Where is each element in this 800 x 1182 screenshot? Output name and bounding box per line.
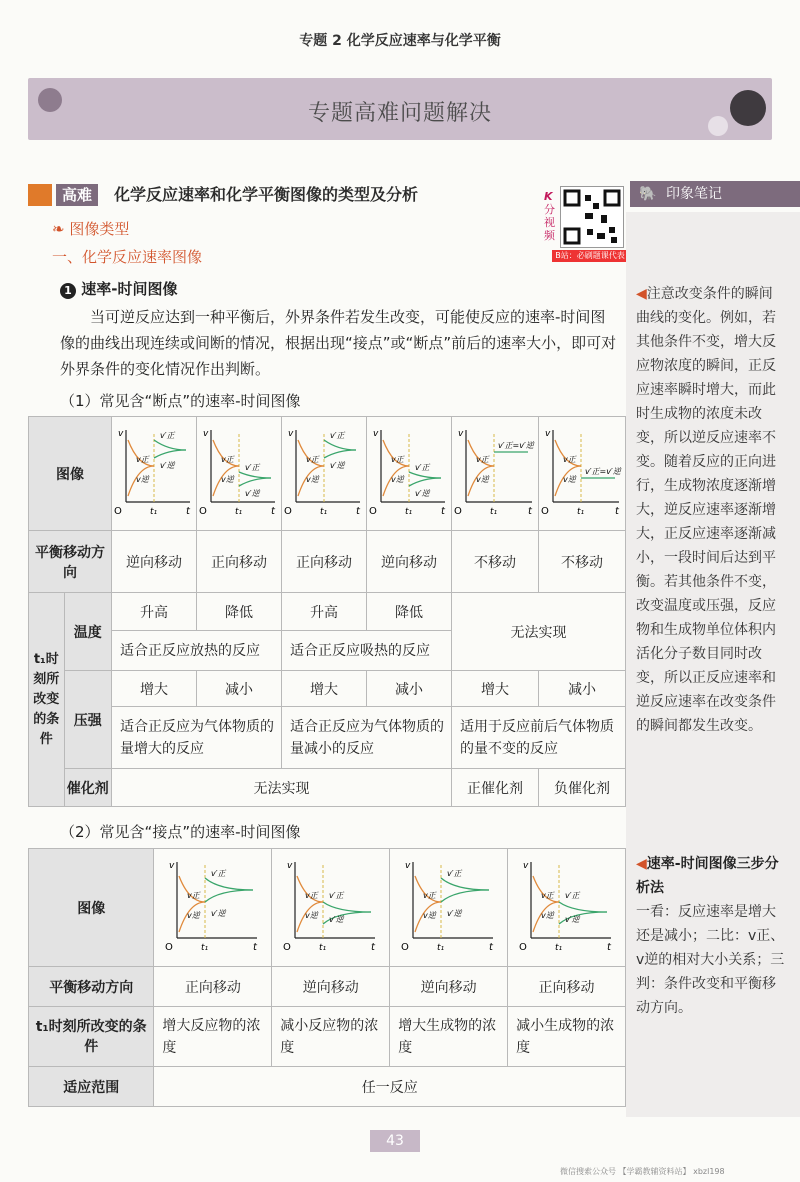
footer-text: 微信搜索公众号 【学霸教辅资料站】 xbzl198 bbox=[560, 1167, 725, 1176]
axis-label-t1: t₁ bbox=[576, 506, 585, 517]
rate-time-graph bbox=[517, 854, 617, 958]
video-side-text: 分视频 bbox=[544, 203, 555, 242]
triangle-icon: ◀ bbox=[636, 856, 647, 872]
pres-note-cell: 适合正反应为气体物质的量增大的反应 bbox=[111, 707, 281, 769]
graph-label-vn: v逆 bbox=[475, 474, 489, 484]
axis-label-origin: O bbox=[198, 505, 207, 517]
axis-label-origin: O bbox=[400, 941, 409, 953]
graph-cell bbox=[154, 849, 272, 967]
graph-label-vz: v正 bbox=[540, 890, 554, 900]
section-title: 化学反应速率和化学平衡图像的类型及分析 bbox=[114, 185, 419, 204]
graph-label-vz: v正 bbox=[422, 890, 436, 900]
axis-label-t1: t₁ bbox=[319, 506, 328, 517]
new-rate-curve-b bbox=[154, 450, 186, 458]
axis-label-v: v bbox=[168, 860, 175, 871]
rate-time-graph bbox=[112, 422, 196, 522]
axis-label-t1: t₁ bbox=[554, 942, 562, 953]
number-badge: 1 bbox=[60, 283, 76, 299]
graph-label-vz: v正 bbox=[135, 454, 149, 464]
graph-label-vn: v逆 bbox=[422, 910, 436, 920]
pres-note-cell: 适合正反应为气体物质的量减小的反应 bbox=[281, 707, 451, 769]
banner-title: 专题高难问题解决 bbox=[307, 101, 492, 126]
temp-note-cell: 适合正反应吸热的反应 bbox=[281, 631, 451, 671]
chapter-header: 专题 2 化学反应速率与化学平衡 bbox=[299, 33, 501, 49]
condition-label: t₁时刻所改变的条件 bbox=[29, 593, 65, 807]
breakpoint-table bbox=[28, 416, 626, 807]
axis-label-t1: t₁ bbox=[234, 506, 243, 517]
subheading-item1 bbox=[60, 278, 177, 299]
catalyst-label: 催化剂 bbox=[64, 769, 111, 807]
axis-label-v: v bbox=[522, 860, 528, 871]
cat-pos-cell: 正催化剂 bbox=[451, 769, 538, 807]
axis-label-t1: t₁ bbox=[436, 942, 444, 953]
pres-cell: 增大 bbox=[451, 671, 538, 707]
new-rate-curve-b bbox=[409, 478, 441, 486]
new-rate-curve-b bbox=[239, 478, 271, 486]
notes-header bbox=[630, 181, 800, 207]
shift-cell: 正向移动 bbox=[508, 967, 626, 1007]
graph-label-eq: v′正=v′逆 bbox=[584, 466, 621, 476]
graph-label-vz2: v′正 bbox=[159, 430, 175, 440]
leaf-icon: ❧ bbox=[52, 220, 70, 238]
cond-cell: 减小反应物的浓度 bbox=[272, 1007, 390, 1067]
shift-cell: 正向移动 bbox=[196, 531, 281, 593]
shift-cell: 逆向移动 bbox=[366, 531, 451, 593]
axis-label-origin: O bbox=[518, 941, 527, 953]
new-rate-curve-b bbox=[441, 890, 489, 902]
axis-label-v: v bbox=[202, 428, 209, 439]
note-block-1 bbox=[636, 282, 786, 738]
graph-cell bbox=[390, 849, 508, 967]
axis-label-v: v bbox=[286, 860, 293, 871]
axis-label-t: t bbox=[270, 505, 275, 517]
graph-label-eq: v′正=v′逆 bbox=[497, 440, 534, 450]
graph-cell bbox=[281, 417, 366, 531]
graph-label-vn: v逆 bbox=[562, 474, 576, 484]
graph-label-vz: v正 bbox=[186, 890, 200, 900]
graph-label-vn: v逆 bbox=[305, 474, 319, 484]
shift-cell: 不移动 bbox=[538, 531, 625, 593]
rate-time-graph bbox=[399, 854, 499, 958]
graph-label-vn: v逆 bbox=[135, 474, 149, 484]
graph-label-vz: v正 bbox=[390, 454, 404, 464]
graph-label-vz2: v′正 bbox=[329, 430, 345, 440]
book-icon bbox=[28, 184, 52, 206]
cat-neg-cell: 负催化剂 bbox=[538, 769, 625, 807]
temp-cell: 升高 bbox=[281, 593, 366, 631]
new-rate-curve-b bbox=[205, 890, 253, 902]
axis-label-origin: O bbox=[164, 941, 173, 953]
rate-time-graph bbox=[539, 422, 625, 522]
temp-cell: 升高 bbox=[111, 593, 196, 631]
triangle-icon: ◀ bbox=[636, 286, 647, 302]
graph-label-vn: v逆 bbox=[186, 910, 200, 920]
graph-label-vn: v逆 bbox=[220, 474, 234, 484]
graph-label-new2: v′逆 bbox=[446, 908, 462, 918]
new-rate-curve-b bbox=[559, 902, 607, 912]
axis-label-t: t bbox=[614, 505, 619, 517]
pres-cell: 减小 bbox=[538, 671, 625, 707]
new-rate-curve-b bbox=[323, 902, 371, 912]
rate-time-graph bbox=[452, 422, 538, 522]
rate-time-graph bbox=[367, 422, 451, 522]
graph-cell bbox=[508, 849, 626, 967]
axis-label-origin: O bbox=[282, 941, 291, 953]
axis-label-origin: O bbox=[283, 505, 292, 517]
subheading-types bbox=[52, 218, 129, 239]
graph-cell bbox=[111, 417, 196, 531]
row-shift-label: 平衡移动方向 bbox=[29, 967, 154, 1007]
graph-label-vz2: v′正 bbox=[244, 462, 260, 472]
intro-paragraph: 当可逆反应达到一种平衡后，外界条件若发生改变，可能使反应的速率-时间图像的曲线出现连续或间断的情况，根据出现“接点”或“断点”前后的速率大小，即可对外界条件的变化情况作出判断。 bbox=[60, 308, 617, 378]
graph-label-vz: v正 bbox=[562, 454, 576, 464]
topic-banner bbox=[28, 78, 772, 140]
row-image-label: 图像 bbox=[29, 417, 112, 531]
cat-na-cell: 无法实现 bbox=[111, 769, 451, 807]
shift-cell: 逆向移动 bbox=[390, 967, 508, 1007]
axis-label-v: v bbox=[544, 428, 551, 439]
cond-cell: 增大生成物的浓度 bbox=[390, 1007, 508, 1067]
note-block-2: 一看：反应速率是增大还是减小；二比：v正、v逆的相对大小关系；三判：条件改变和平衡移动方向。 bbox=[636, 904, 785, 1016]
axis-label-t: t bbox=[606, 941, 611, 953]
graph-label-new1: v′正 bbox=[210, 868, 226, 878]
graph-label-new2: v′正 bbox=[564, 890, 580, 900]
axis-label-t1: t₁ bbox=[404, 506, 413, 517]
axis-label-t: t bbox=[252, 941, 257, 953]
axis-label-t1: t₁ bbox=[489, 506, 498, 517]
shift-cell: 正向移动 bbox=[154, 967, 272, 1007]
graph-label-new1: v′正 bbox=[446, 868, 462, 878]
graph-cell bbox=[366, 417, 451, 531]
pres-cell: 减小 bbox=[196, 671, 281, 707]
axis-label-origin: O bbox=[540, 505, 549, 517]
pres-note-cell: 适用于反应前后气体物质的量不变的反应 bbox=[451, 707, 625, 769]
graph-label-new2: v′正 bbox=[328, 890, 344, 900]
axis-label-v: v bbox=[372, 428, 379, 439]
temp-note-cell: 适合正反应放热的反应 bbox=[111, 631, 281, 671]
table2-caption: （2）常见含“接点”的速率-时间图像 bbox=[60, 823, 301, 841]
table1-caption: （1）常见含“断点”的速率-时间图像 bbox=[60, 392, 301, 410]
cond-cell: 减小生成物的浓度 bbox=[508, 1007, 626, 1067]
new-rate-curve-a bbox=[154, 440, 186, 450]
rate-time-graph bbox=[197, 422, 281, 522]
graph-label-vn: v逆 bbox=[304, 910, 318, 920]
elephant-icon: 🐘 bbox=[639, 186, 657, 202]
scope-label: 适应范围 bbox=[29, 1067, 154, 1107]
axis-label-t1: t₁ bbox=[200, 942, 208, 953]
axis-label-t: t bbox=[185, 505, 190, 517]
new-rate-curve-a bbox=[205, 878, 253, 890]
rate-time-graph bbox=[163, 854, 263, 958]
axis-label-v: v bbox=[457, 428, 464, 439]
row-shift-label: 平衡移动方向 bbox=[29, 531, 112, 593]
graph-label-vn2: v′逆 bbox=[244, 488, 260, 498]
new-rate-curve-a bbox=[239, 472, 271, 478]
graph-label-new1: v′逆 bbox=[328, 914, 344, 924]
notes-title: 印象笔记 bbox=[666, 186, 722, 202]
axis-label-t: t bbox=[527, 505, 532, 517]
graph-cell bbox=[196, 417, 281, 531]
page-number: 43 bbox=[370, 1130, 420, 1152]
pres-cell: 增大 bbox=[111, 671, 196, 707]
pressure-label: 压强 bbox=[64, 671, 111, 769]
axis-label-origin: O bbox=[453, 505, 462, 517]
note2-title-text: 速率-时间图像三步分析法 bbox=[636, 856, 779, 896]
graph-label-vz: v正 bbox=[220, 454, 234, 464]
note1-text: 注意改变条件的瞬间曲线的变化。例如，若其他条件不变，增大反应物浓度的瞬间，正反应速率瞬时增大，而此时生成物的浓度未改变，所以逆反应速率不变。随着反应的正向进行，生成物浓度逐渐增大，逆反应速率逐渐增大，正反应速率逐渐减小，一段时间后达到平衡。若其他条件不变，改变温度或压强，反应物和生成物单位体积内活化分子数目同时改变，所以正反应速率和逆反应速率在改变条件的瞬间都发生改变。 bbox=[636, 286, 776, 734]
rate-time-graph bbox=[282, 422, 366, 522]
axis-label-origin: O bbox=[368, 505, 377, 517]
temp-cell: 降低 bbox=[366, 593, 451, 631]
rate-time-graph bbox=[281, 854, 381, 958]
axis-label-origin: O bbox=[113, 505, 122, 517]
graph-cell bbox=[451, 417, 538, 531]
condition-label: t₁时刻所改变的条件 bbox=[29, 1007, 154, 1067]
shift-cell: 不移动 bbox=[451, 531, 538, 593]
graph-label-vn: v逆 bbox=[540, 910, 554, 920]
graph-label-new2: v′逆 bbox=[210, 908, 226, 918]
axis-label-v: v bbox=[117, 428, 124, 439]
graph-label-vz: v正 bbox=[475, 454, 489, 464]
difficulty-badge: 高难 bbox=[56, 184, 98, 206]
k-logo: K bbox=[544, 190, 553, 203]
axis-label-t: t bbox=[440, 505, 445, 517]
temperature-label: 温度 bbox=[64, 593, 111, 671]
graph-label-vn2: v′逆 bbox=[414, 488, 430, 498]
graph-label-vz2: v′正 bbox=[414, 462, 430, 472]
qr-caption: B站：必刷题课代表 bbox=[552, 250, 628, 262]
graph-label-vn: v逆 bbox=[390, 474, 404, 484]
new-rate-curve-a bbox=[409, 472, 441, 478]
graph-label-vz: v正 bbox=[304, 890, 318, 900]
row-image-label: 图像 bbox=[29, 849, 154, 967]
graph-label-new1: v′逆 bbox=[564, 914, 580, 924]
new-rate-curve-b bbox=[324, 450, 356, 458]
temp-cell: 降低 bbox=[196, 593, 281, 631]
scope-cell: 任一反应 bbox=[154, 1067, 626, 1107]
graph-label-vn2: v′逆 bbox=[329, 460, 345, 470]
subheading-part1: 一、化学反应速率图像 bbox=[52, 248, 203, 266]
axis-label-v: v bbox=[404, 860, 410, 871]
new-rate-curve-a bbox=[441, 878, 489, 890]
shift-cell: 正向移动 bbox=[281, 531, 366, 593]
axis-label-t: t bbox=[355, 505, 360, 517]
axis-label-t1: t₁ bbox=[149, 506, 158, 517]
graph-label-vz: v正 bbox=[305, 454, 319, 464]
pres-cell: 增大 bbox=[281, 671, 366, 707]
note-block-2-title bbox=[636, 852, 786, 900]
contact-point-table bbox=[28, 848, 626, 1107]
cond-cell: 增大反应物的浓度 bbox=[154, 1007, 272, 1067]
subheading-types-text: 图像类型 bbox=[69, 220, 130, 238]
video-label bbox=[544, 190, 558, 242]
graph-cell bbox=[538, 417, 625, 531]
pres-cell: 减小 bbox=[366, 671, 451, 707]
temp-na-cell: 无法实现 bbox=[451, 593, 625, 671]
new-rate-curve-a bbox=[324, 440, 356, 450]
shift-cell: 逆向移动 bbox=[272, 967, 390, 1007]
graph-cell bbox=[272, 849, 390, 967]
graph-label-vn2: v′逆 bbox=[159, 460, 175, 470]
qr-code-icon[interactable] bbox=[560, 186, 624, 248]
shift-cell: 逆向移动 bbox=[111, 531, 196, 593]
axis-label-t: t bbox=[370, 941, 375, 953]
axis-label-t: t bbox=[488, 941, 493, 953]
subheading-item1-text: 速率-时间图像 bbox=[81, 280, 178, 298]
axis-label-v: v bbox=[287, 428, 294, 439]
axis-label-t1: t₁ bbox=[318, 942, 326, 953]
